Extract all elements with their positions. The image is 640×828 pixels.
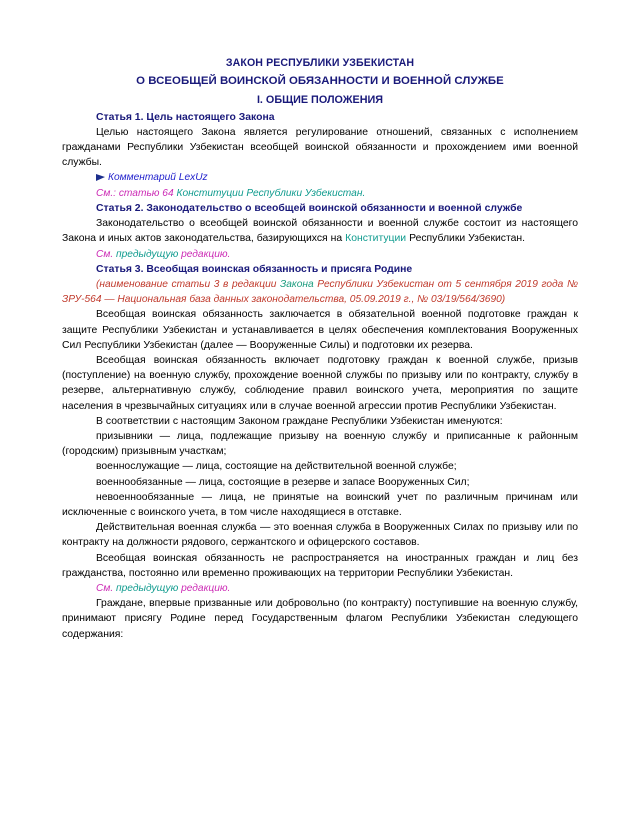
article-3-paragraph-2: Всеобщая воинская обязанность включает подготовку граждан к военной службе, призыв (поступление) на военную службу, прохождение военной службы по призыву или по контракту, службу в резерве, альтернативную службу, соблюдение правил воинского учета, мероприятия по защите населения в чрезвычайных ситуациях или в случае военной агрессии против Республики Узбекистан. bbox=[62, 354, 578, 412]
see-prev-prefix: См. bbox=[96, 583, 117, 594]
definition-item: военнообязанные — лица, состоящие в резерве и запасе Вооруженных Сил; bbox=[96, 476, 470, 488]
see-prev-prefix: См. bbox=[96, 248, 117, 260]
amendment-part-2: Республики Узбекистан от 5 сентября 2019 года № ЗРУ-564 — Национальная база данных законодательства, 05.09.2019 г., № 03/19/564/3690) bbox=[62, 278, 578, 306]
see-prev-suffix: редакцию. bbox=[178, 248, 231, 260]
article-1-heading: Статья 1. Цель настоящего Закона bbox=[96, 111, 275, 123]
document-title-line-1: ЗАКОН РЕСПУБЛИКИ УЗБЕКИСТАН bbox=[225, 57, 415, 69]
see-prev-link[interactable]: предыдущую bbox=[116, 583, 179, 594]
article-3-amendment-note bbox=[62, 277, 578, 307]
constitution-link[interactable]: Конституции bbox=[345, 233, 407, 245]
amendment-part-1: (наименование статьи 3 в редакции bbox=[96, 278, 281, 290]
article-2-heading: Статья 2. Законодательство о всеобщей воинской обязанности и военной службе bbox=[96, 202, 523, 214]
see-prefix: См.: статью 64 bbox=[96, 187, 174, 199]
see-prev-link[interactable]: предыдущую bbox=[116, 248, 179, 260]
article-1-paragraph: Целью настоящего Закона является регулирование отношений, связанных с исполнением гражданами Республики Узбекистан всеобщей воинской обязанности и прохождением ими военной службы. bbox=[62, 126, 578, 169]
article-3-paragraph-1: Всеобщая воинская обязанность заключается в обязательной военной подготовке граждан к защите Республики Узбекистан и устанавливается в целях обеспечения комплектования Вооруженных Сил Республики Узбекистан (далее — Вооруженные Силы) и подготовки их резерва. bbox=[62, 309, 578, 351]
amendment-law-link[interactable]: Закона bbox=[280, 278, 314, 290]
article-3-active-service-paragraph: Действительная военная служба — это военная служба в Вооруженных Силах по призыву или по контракту на должности рядового, сержантского и офицерского составов. bbox=[62, 522, 578, 549]
article-2-paragraph bbox=[62, 216, 578, 246]
article-2-see-previous-edition[interactable] bbox=[62, 247, 578, 262]
lexuz-comment-link[interactable] bbox=[62, 170, 578, 185]
article-2-text-part-2: Республики Узбекистан. bbox=[406, 233, 526, 245]
lexuz-comment-label: Комментарий LexUz bbox=[108, 172, 208, 184]
article-3-see-previous-edition[interactable] bbox=[62, 581, 578, 596]
definition-item: невоеннообязанные — лица, не принятые на воинский учет по различным причинам или исключенные с воинского учета, в том числе находящиеся в отставке. bbox=[62, 491, 578, 518]
definition-item: военнослужащие — лица, состоящие на действительной военной службе; bbox=[96, 461, 457, 473]
article-3-oath-paragraph: Граждане, впервые призванные или добровольно (по контракту) поступившие на военную службу, принимают присягу Родине перед Государственным флагом Республики Узбекистан следующего содержания: bbox=[62, 598, 578, 640]
see-prev-suffix: редакцию. bbox=[178, 583, 231, 594]
article-3-heading: Статья 3. Всеобщая воинская обязанность и присяга Родине bbox=[96, 263, 413, 275]
article-3-foreigners-paragraph: Всеобщая воинская обязанность не распространяется на иностранных граждан и лиц без гражданства, постоянно или временно проживающих на территории Республики Узбекистан. bbox=[62, 552, 578, 579]
document-title-line-2: О ВСЕОБЩЕЙ ВОИНСКОЙ ОБЯЗАННОСТИ И ВОЕННОЙ СЛУЖБЕ bbox=[136, 74, 504, 87]
section-heading: I. ОБЩИЕ ПОЛОЖЕНИЯ bbox=[256, 94, 384, 106]
article-3-paragraph-3: В соответствии с настоящим Законом граждане Республики Узбекистан именуются: bbox=[96, 415, 503, 427]
see-link[interactable]: Конституции Республики Узбекистан. bbox=[176, 187, 366, 199]
article-2-text-part-1: Законодательство о всеобщей воинской обязанности и военной службе состоит из настоящего Закона и иных актов законодательства, базирующихся на bbox=[62, 218, 578, 245]
flag-icon bbox=[96, 173, 105, 181]
definition-item: призывники — лица, подлежащие призыву на военную службу и приписанные к районным (городским) призывным участкам; bbox=[62, 430, 578, 458]
article-1-see-reference[interactable] bbox=[62, 186, 578, 201]
